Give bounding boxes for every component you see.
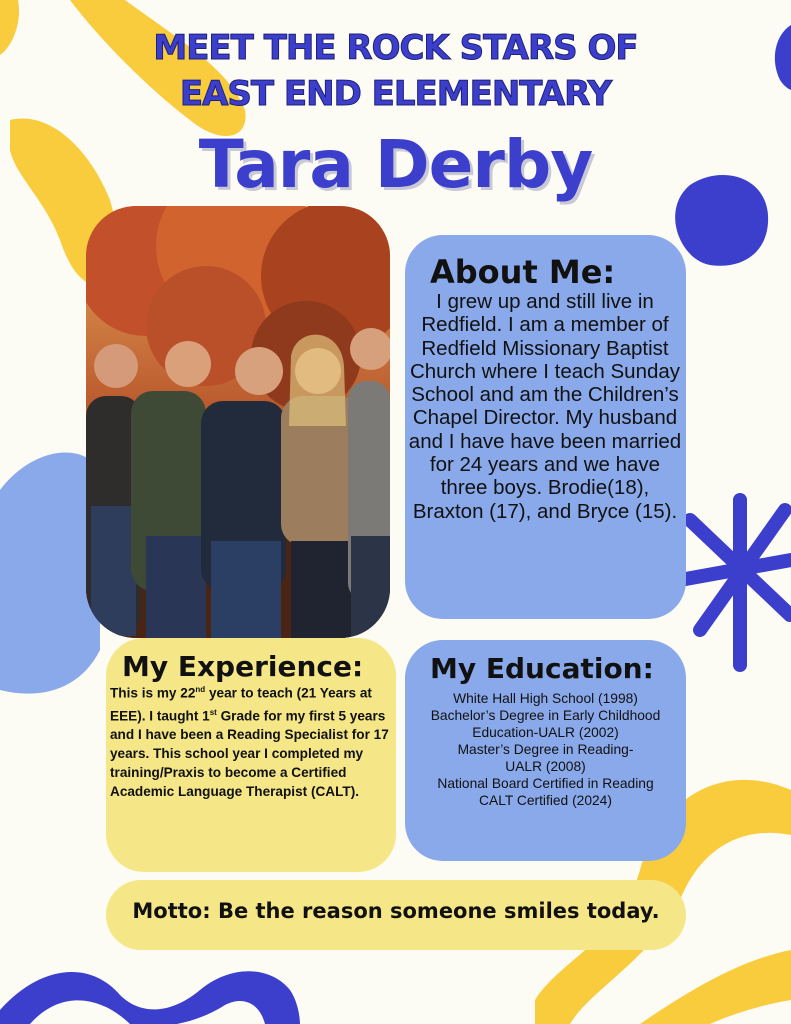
education-item: National Board Certified in Reading xyxy=(437,776,654,791)
experience-text-part-3: Grade for my first 5 years and I have been a Reading Specialist for 17 years. This school year I completed my training/Praxis to become a Certified Academic Language Therapist (CALT). xyxy=(110,708,389,800)
education-item: White Hall High School (1998) xyxy=(453,691,638,706)
about-me-body: I grew up and still live in Redfield. I am a member of Redfield Missionary Baptist Church where I teach Sunday School and am the Children’s Chapel Director. My husband and I have have been married for 24 years and we have three boys. Brodie(18), Braxton (17), and Bryce (15). xyxy=(408,290,682,523)
ordinal-suffix-st: st xyxy=(209,707,217,717)
experience-text-part-2: year to teach (21 Years at EEE). I taught 1 xyxy=(110,685,372,724)
teacher-name: Tara Derby xyxy=(198,126,593,203)
education-item: Master’s Degree in Reading-UALR (2008) xyxy=(457,742,634,774)
experience-card xyxy=(106,638,396,872)
blue-starburst xyxy=(680,500,791,665)
motto-banner xyxy=(106,880,686,950)
header-line-2: EAST END ELEMENTARY xyxy=(179,74,612,114)
experience-title: My Experience: xyxy=(122,650,364,683)
ordinal-suffix-nd: nd xyxy=(195,685,206,694)
about-me-card xyxy=(405,235,686,619)
experience-text-part-1: This is my 22 xyxy=(110,685,196,701)
yellow-swirl-top xyxy=(70,0,246,136)
experience-body xyxy=(110,680,394,801)
family-photo-illustration xyxy=(86,206,390,638)
education-title: My Education: xyxy=(430,652,654,685)
motto-text: Motto: Be the reason someone smiles today. xyxy=(132,899,660,923)
header-line-1: MEET THE ROCK STARS OF xyxy=(153,28,638,68)
blue-wave-bottom xyxy=(0,971,300,1024)
education-item: Bachelor’s Degree in Early Childhood Education-UALR (2002) xyxy=(430,708,661,740)
education-list xyxy=(405,690,686,809)
light-blue-blob-left xyxy=(0,453,100,694)
yellow-loop-bottom-2 xyxy=(640,950,791,1024)
education-card xyxy=(405,640,686,861)
family-photo xyxy=(86,206,390,638)
about-me-title: About Me: xyxy=(430,253,616,291)
education-item: CALT Certified (2024) xyxy=(479,793,612,808)
